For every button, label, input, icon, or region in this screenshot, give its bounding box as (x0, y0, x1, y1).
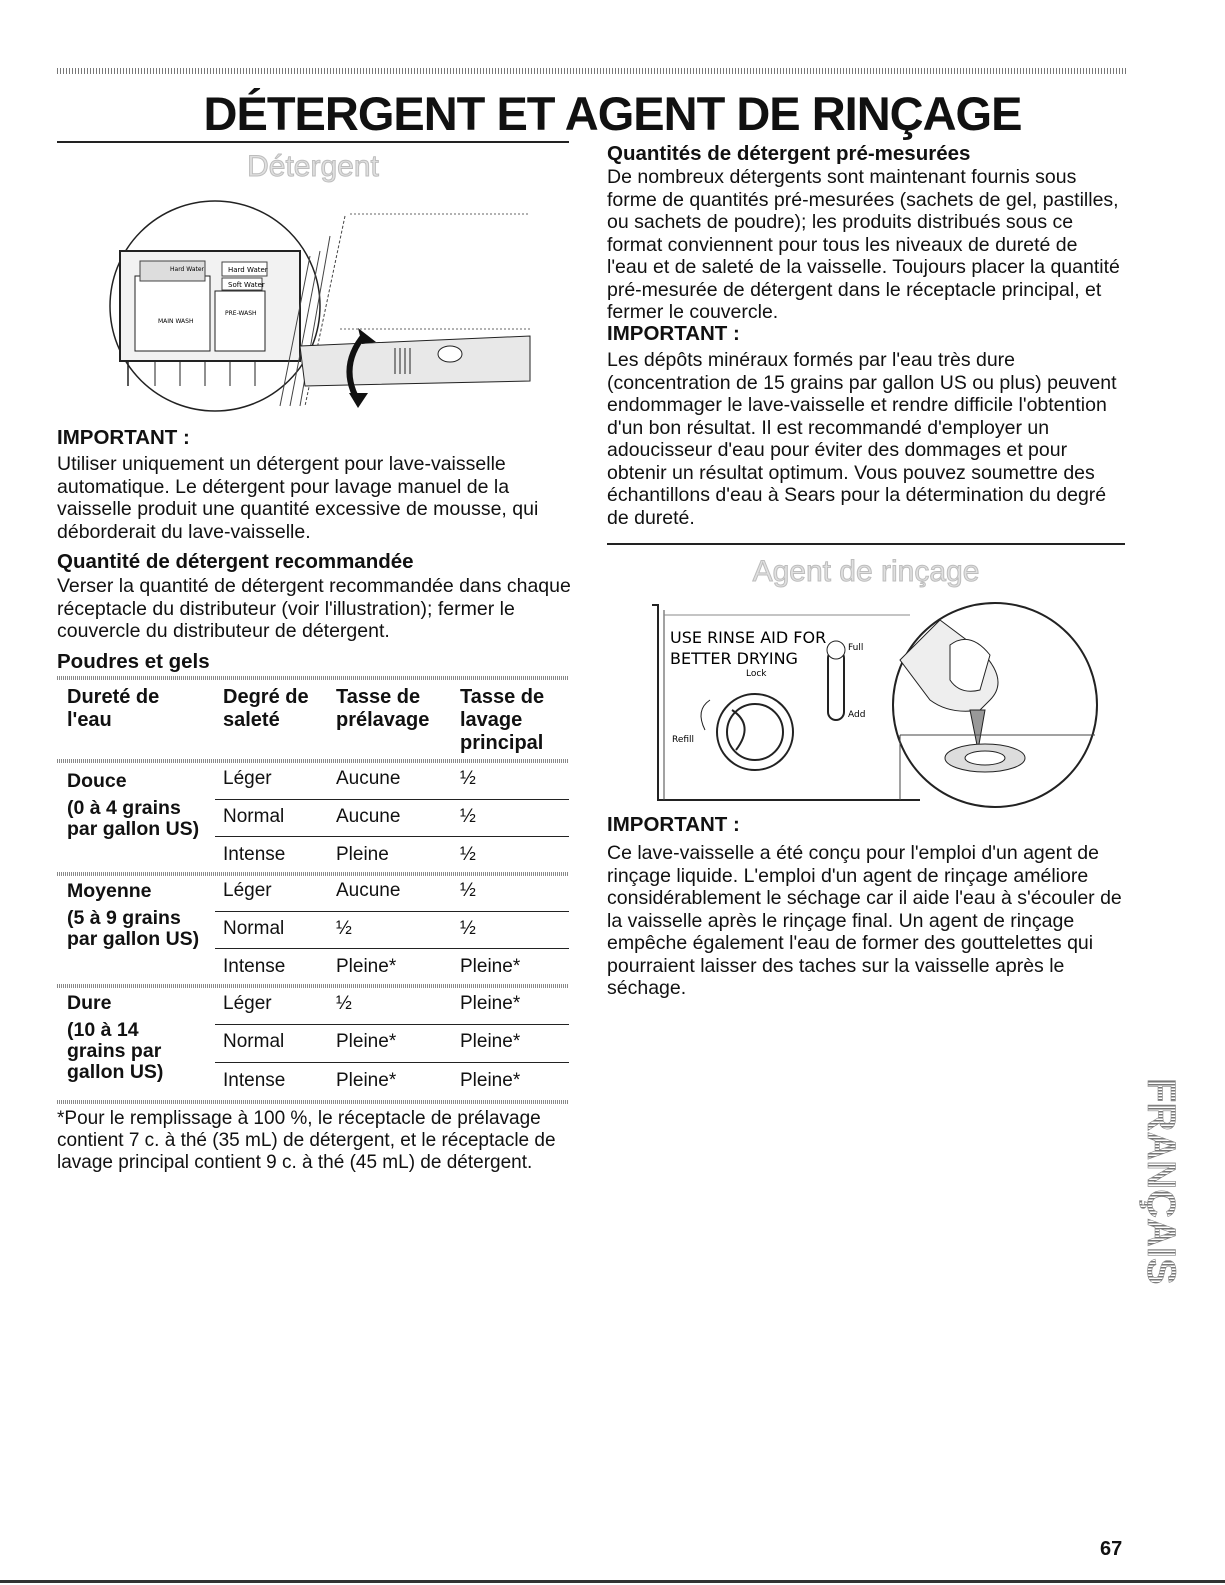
row-divider (215, 836, 569, 837)
left-top-rule (57, 141, 569, 143)
premeasured-important-label: IMPORTANT : (607, 322, 740, 345)
cell-soil: Normal (223, 918, 285, 939)
cell-mainwash: Pleine* (460, 1070, 521, 1091)
table-top-border (57, 676, 569, 680)
rinse-important-text: Ce lave-vaisselle a été conçu pour l'emploi d'un agent de rinçage liquide. L'emploi d'un agent de rinçage améliore considérablement le séchage car il aide l'eau à s'écouler de la vaisselle après le rinçage final. Un agent de rinçage empêche également l'eau de former des gouttelettes qui pourraient laisser des taches sur la vaisselle après le séchage. (607, 842, 1122, 999)
table-bottom-border (57, 1100, 569, 1104)
cell-mainwash: ½ (460, 768, 476, 789)
row-divider (215, 948, 569, 949)
cell-soil: Léger (223, 880, 272, 901)
cell-prewash: Pleine* (336, 1070, 397, 1091)
top-decorative-bar (57, 68, 1127, 74)
row-divider (215, 911, 569, 912)
header-hardness: Dureté de l'eau (67, 686, 160, 731)
cell-mainwash: ½ (460, 806, 476, 827)
refill-label: Refill (672, 735, 695, 745)
add-label: Add (848, 710, 866, 720)
table-footnote: *Pour le remplissage à 100 %, le réceptacle de prélavage contient 7 c. à thé (35 mL) de détergent, et le réceptacle de lavage principal contient 9 c. à thé (45 mL) de détergent. (57, 1108, 556, 1173)
main-wash-label: MAIN WASH (158, 318, 194, 325)
soft-water-label: Soft Water (228, 281, 265, 289)
header-soil: Degré de saleté (223, 686, 309, 731)
group-name: Douce (67, 770, 127, 792)
cell-prewash: ½ (336, 993, 352, 1014)
group-name: Moyenne (67, 880, 152, 902)
cell-soil: Léger (223, 993, 272, 1014)
rinse-important-label: IMPORTANT : (607, 813, 740, 836)
cell-mainwash: ½ (460, 880, 476, 901)
cell-prewash: Aucune (336, 768, 401, 789)
cell-mainwash: ½ (460, 918, 476, 939)
cell-prewash: Pleine (336, 844, 389, 865)
group-divider (57, 872, 569, 876)
cell-soil: Intense (223, 1070, 286, 1091)
page-title: DÉTERGENT ET AGENT DE RINÇAGE (203, 87, 1022, 140)
header-mainwash: Tasse de lavage principal (460, 686, 545, 754)
premeasured-important-text: Les dépôts minéraux formés par l'eau très dure (concentration de 15 grains par gallon US ou plus) peuvent endommager le lave-vaisselle et rendre difficile l'obtention d'un bon résultat. Il est recommandé d'employer un adoucisseur d'eau pour éviter des dommages et pour obtenir un résultat optimum. Vous pouvez soumettre des échantillons d'eau à Sears pour la détermination du degré de dureté. (607, 349, 1117, 529)
detergent-important-label: IMPORTANT : (57, 426, 190, 449)
cell-mainwash: ½ (460, 844, 476, 865)
side-tab-label: FRANÇAIS (1139, 1078, 1183, 1285)
better-drying-label: BETTER DRYING (670, 649, 798, 668)
page-number: 67 (1100, 1538, 1123, 1560)
group-range: (10 à 14 grains par gallon US) (67, 1019, 164, 1083)
cell-mainwash: Pleine* (460, 1031, 521, 1052)
powders-title: Poudres et gels (57, 650, 210, 673)
cell-mainwash: Pleine* (460, 993, 521, 1014)
rinse-aid-heading: Agent de rinçage (752, 555, 980, 588)
group-range: (0 à 4 grains par gallon US) (67, 797, 200, 840)
full-label: Full (848, 643, 864, 653)
header-bottom-border (57, 759, 569, 763)
right-section-rule (607, 543, 1125, 545)
row-divider (215, 1062, 569, 1063)
header-prewash: Tasse de prélavage (336, 686, 430, 731)
bottom-rule (0, 1580, 1225, 1583)
use-rinse-label: USE RINSE AID FOR (670, 628, 827, 647)
cell-mainwash: Pleine* (460, 956, 521, 977)
detergent-dispenser-illustration (100, 196, 560, 416)
premeasured-title: Quantités de détergent pré-mesurées (607, 142, 971, 165)
cell-prewash: Pleine* (336, 1031, 397, 1052)
group-name: Dure (67, 992, 112, 1014)
recommended-title: Quantité de détergent recommandée (57, 550, 414, 573)
lock-label: Lock (746, 669, 767, 679)
pre-wash-label: PRE-WASH (225, 310, 257, 317)
recommended-text: Verser la quantité de détergent recommandée dans chaque réceptacle du distributeur (voir l'illustration); fermer le couvercle du distributeur de détergent. (57, 575, 571, 642)
cell-prewash: Pleine* (336, 956, 397, 977)
rinse-aid-dispenser-illustration (650, 600, 1120, 810)
cell-prewash: Aucune (336, 806, 401, 827)
hard-water-label-a: Hard Water (170, 266, 205, 273)
detergent-heading: Détergent (247, 150, 379, 183)
detergent-important-text: Utiliser uniquement un détergent pour lave-vaisselle automatique. Le détergent pour lavage manuel de la vaisselle produit une quantité excessive de mousse, qui déborderait du lave-vaisselle. (57, 453, 539, 543)
row-divider (215, 799, 569, 800)
cell-soil: Léger (223, 768, 272, 789)
group-divider (57, 984, 569, 988)
cell-soil: Intense (223, 844, 286, 865)
francais-side-tab (1130, 1078, 1190, 1338)
hard-water-label: Hard Water (228, 266, 268, 274)
cell-prewash: ½ (336, 918, 352, 939)
row-divider (215, 1024, 569, 1025)
premeasured-text: De nombreux détergents sont maintenant fournis sous forme de quantités pré-mesurées (sachets de gel, pastilles, ou sachets de poudre); les produits distribués sous ce format conviennent pour tous les niveaux de dureté de l'eau et de saleté de la vaisselle. Toujours placer la quantité pré-mesurée de détergent dans le réceptacle principal, et fermer le couvercle. (607, 166, 1120, 323)
cell-soil: Intense (223, 956, 286, 977)
cell-soil: Normal (223, 806, 285, 827)
cell-soil: Normal (223, 1031, 285, 1052)
cell-prewash: Aucune (336, 880, 401, 901)
group-range: (5 à 9 grains par gallon US) (67, 907, 200, 950)
